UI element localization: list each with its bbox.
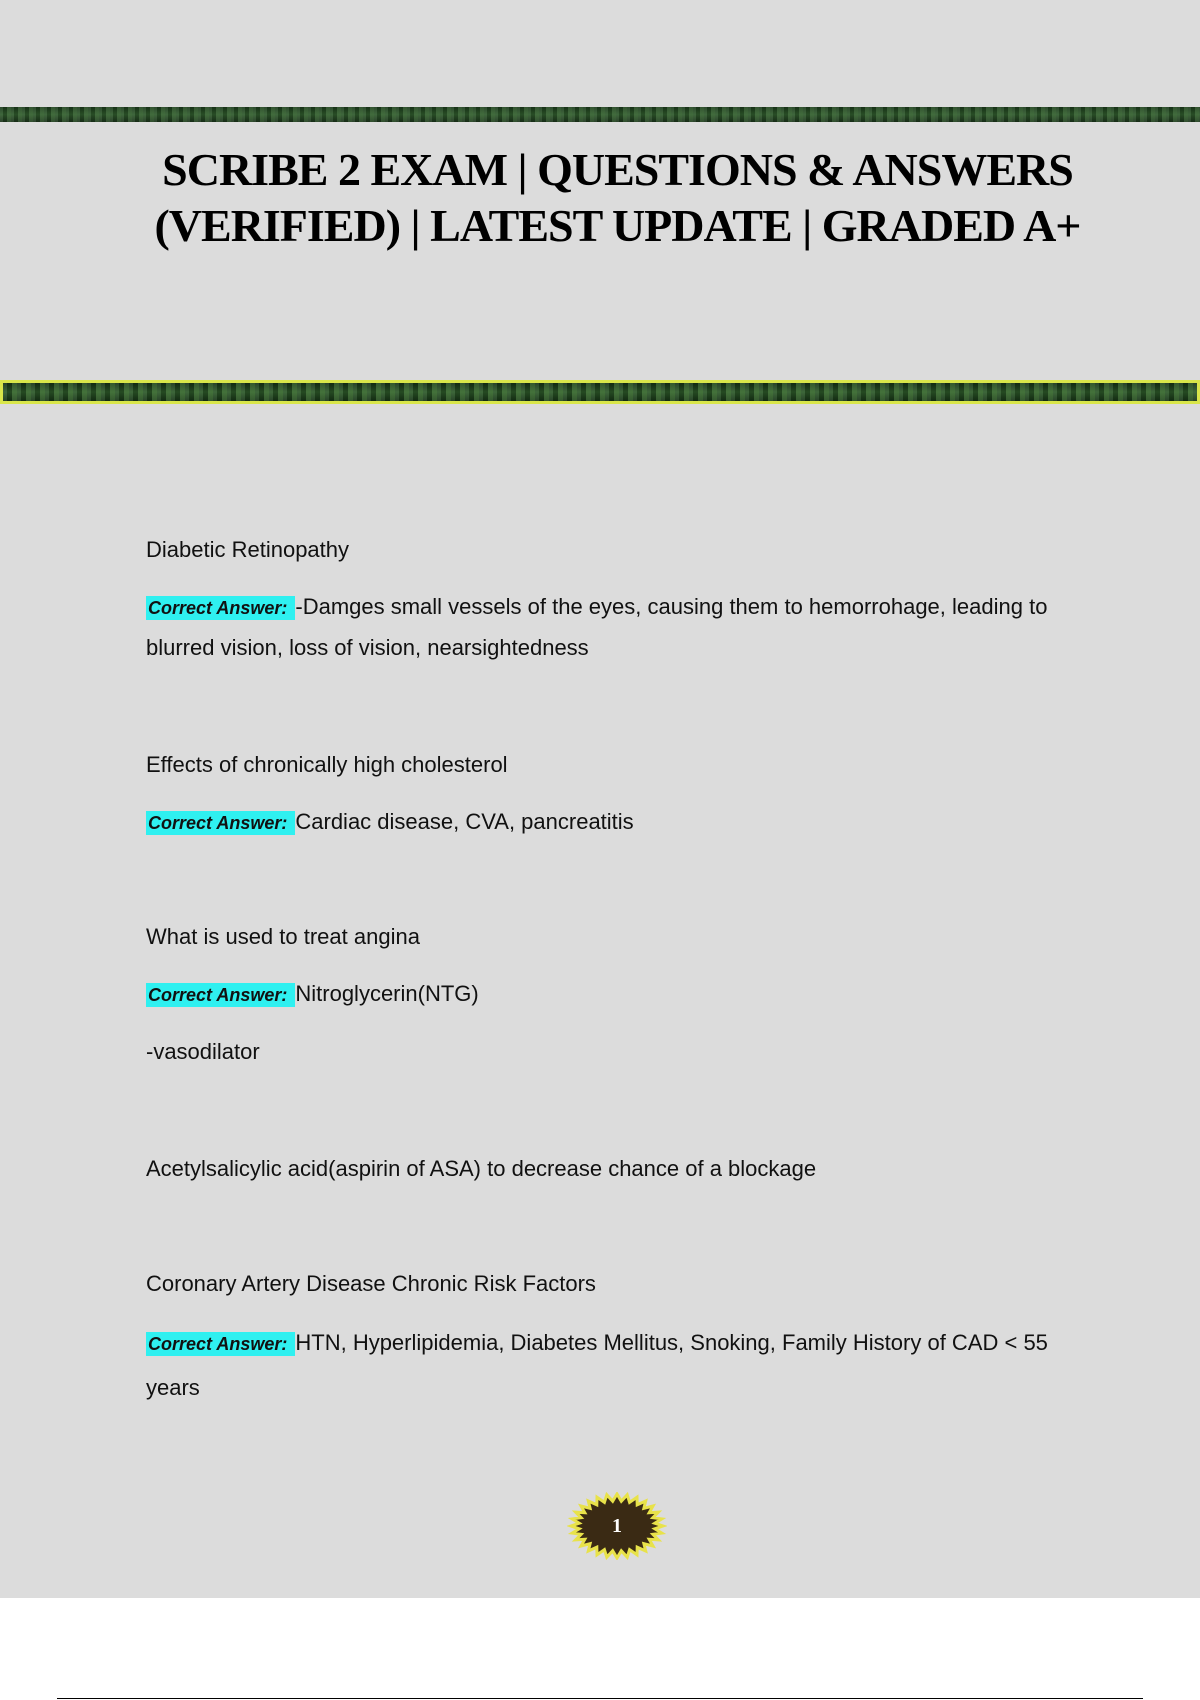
qa-item bbox=[146, 530, 1096, 668]
answer-text: -Damges small vessels of the eyes, causing them to hemorrohage, leading to blurred vision, loss of vision, nearsightedness bbox=[146, 594, 1048, 660]
correct-answer-label: Correct Answer: bbox=[146, 596, 295, 620]
answer-text: Nitroglycerin(NTG) bbox=[295, 981, 479, 1006]
qa-item bbox=[146, 917, 1096, 1189]
correct-answer-label: Correct Answer: bbox=[146, 1332, 295, 1356]
answer-block bbox=[146, 802, 1096, 843]
answer-block bbox=[146, 974, 1096, 1015]
question-text: What is used to treat angina bbox=[146, 924, 420, 949]
answer-text: HTN, Hyperlipidemia, Diabetes Mellitus, Snoking, Family History of CAD < 55 years bbox=[146, 1330, 1048, 1400]
correct-answer-label: Correct Answer: bbox=[146, 983, 295, 1007]
correct-answer-label: Correct Answer: bbox=[146, 811, 295, 835]
answer-note: -vasodilator bbox=[146, 1039, 260, 1064]
qa-item bbox=[146, 1264, 1096, 1409]
bottom-decorative-band bbox=[0, 380, 1200, 404]
page-number-badge bbox=[567, 1492, 667, 1560]
top-decorative-band bbox=[0, 107, 1200, 122]
page-number: 1 bbox=[612, 1515, 622, 1537]
question-text: Coronary Artery Disease Chronic Risk Factors bbox=[146, 1271, 596, 1296]
answer-block bbox=[146, 587, 1096, 668]
answer-note: Acetylsalicylic acid(aspirin of ASA) to decrease chance of a blockage bbox=[146, 1156, 817, 1181]
qa-item bbox=[146, 745, 1096, 843]
document-title: SCRIBE 2 EXAM | QUESTIONS & ANSWERS (VERIFIED) | LATEST UPDATE | GRADED A+ bbox=[154, 144, 1081, 251]
answer-block bbox=[146, 1321, 1096, 1409]
question-text: Effects of chronically high cholesterol bbox=[146, 752, 508, 777]
footer-rule bbox=[57, 1698, 1143, 1699]
answer-text: Cardiac disease, CVA, pancreatitis bbox=[295, 809, 634, 834]
qa-content bbox=[146, 530, 1096, 1409]
question-text: Diabetic Retinopathy bbox=[146, 537, 350, 562]
